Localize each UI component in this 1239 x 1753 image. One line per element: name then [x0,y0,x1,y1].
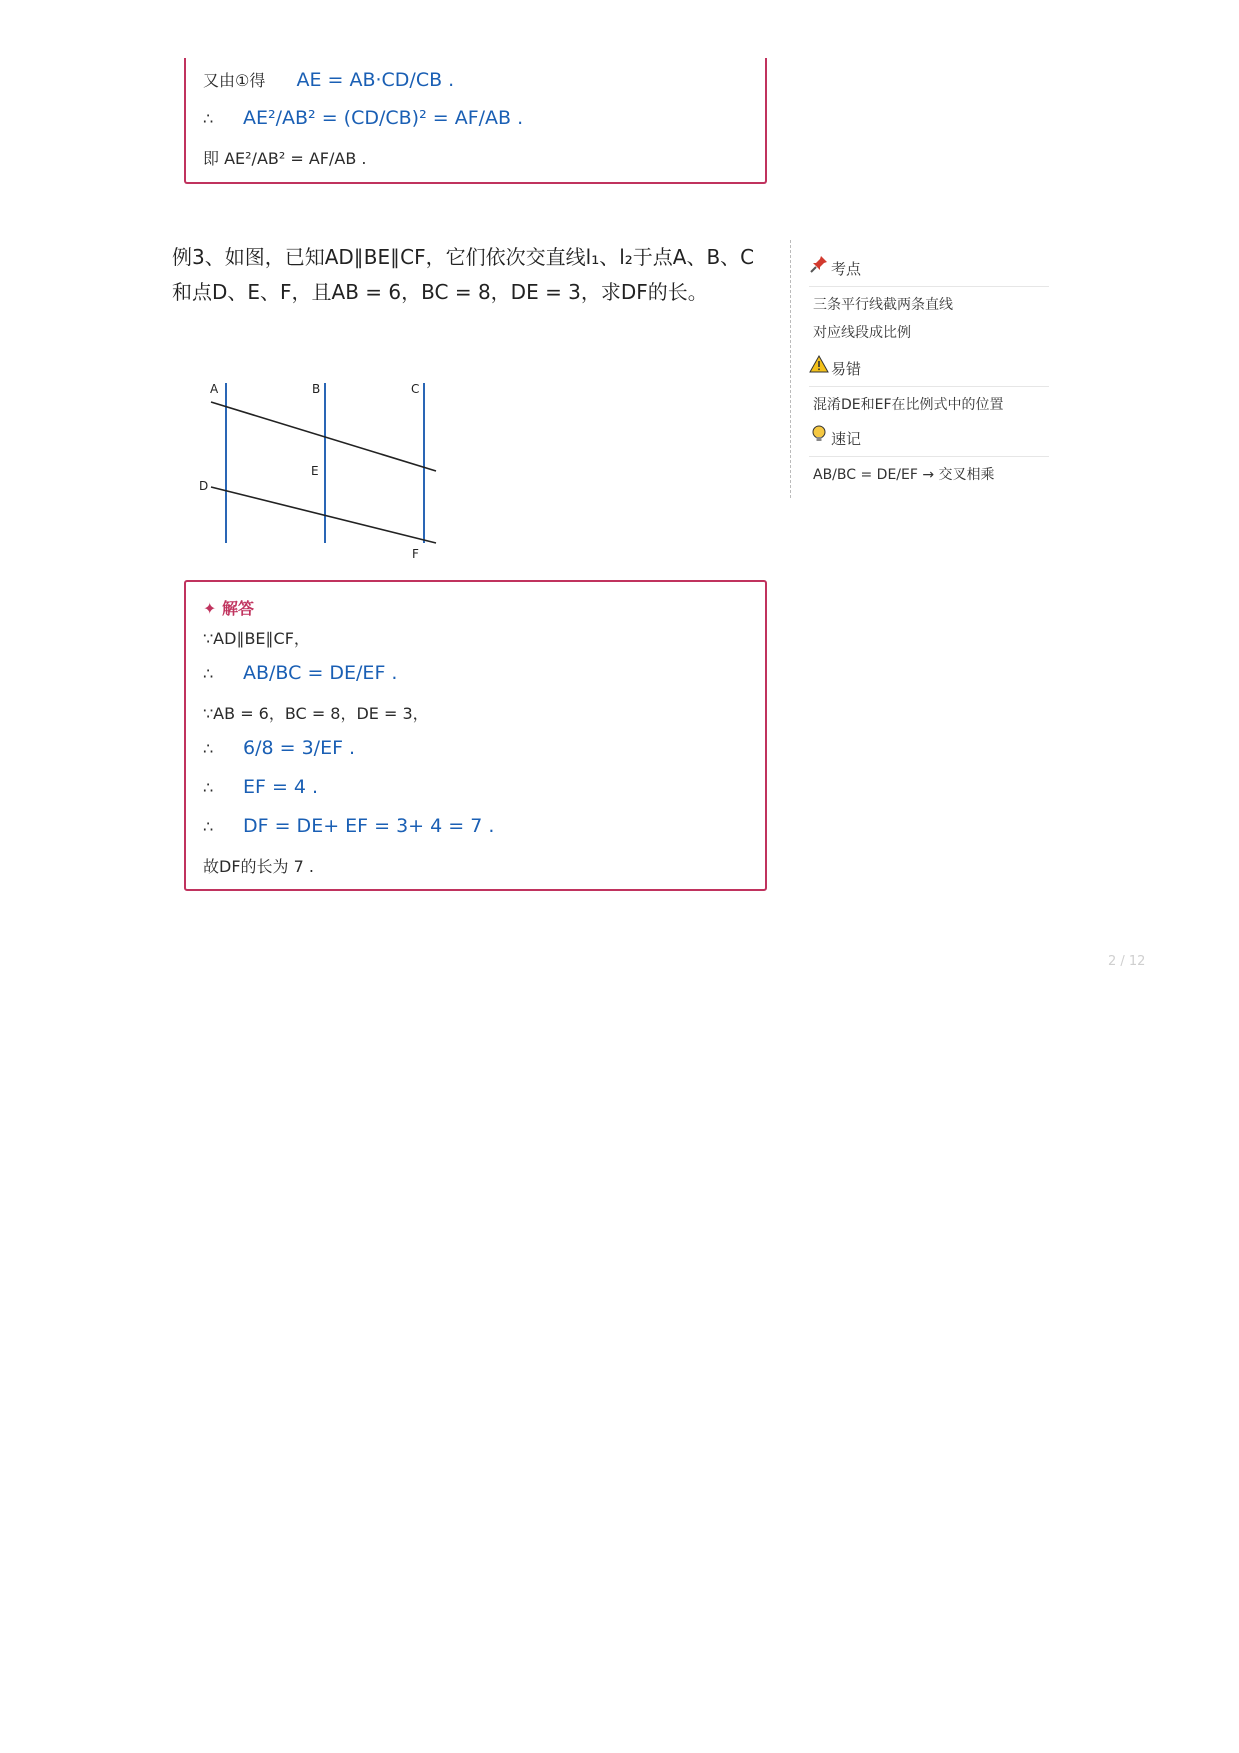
label-d: D [199,479,209,493]
therefore-symbol: ∴ [203,109,214,128]
top-line-1-math: AE = AB·CD/CB . [296,69,455,91]
top-line-1-prefix: 又由①得 [203,71,266,90]
divider [809,286,1049,287]
key-point-title: 考点 [831,260,862,278]
key-point-line-2: 对应线段成比例 [813,325,911,341]
top-line-3: 即 AE²/AB² = AF/AB . [203,149,367,168]
key-point-header [809,254,861,279]
lightbulb-icon [809,424,831,448]
label-a: A [210,382,219,396]
key-point-line-1: 三条平行线截两条直线 [813,297,953,313]
solution-box [184,580,767,891]
solution-line-2-math: AB/BC = DE/EF . [243,662,398,684]
label-b: B [312,382,321,396]
label-c: C [411,382,420,396]
solution-line-4-math: 6/8 = 3/EF . [243,737,356,759]
therefore-symbol: ∴ [203,778,214,797]
problem-statement: 例3、如图，已知AD∥BE∥CF，它们依次交直线l₁、l₂于点A、B、C和点D、E、F，且AB = 6，BC = 8，DE = 3，求DF的长。 [172,245,755,304]
therefore-symbol: ∴ [203,817,214,836]
warning-icon [809,354,831,378]
memo-title: 速记 [831,430,862,448]
parallel-lines-diagram [190,375,450,560]
solution-title: ✦ 解答 [203,599,254,618]
label-e: E [311,464,319,478]
top-line-2 [203,107,523,129]
mistake-text: 混淆DE和EF在比例式中的位置 [813,397,1004,413]
solution-line-5 [203,776,318,798]
therefore-symbol: ∴ [203,664,214,683]
label-f: F [412,547,419,560]
solution-line-1: ∵AD∥BE∥CF， [203,629,310,648]
mistake-title: 易错 [831,360,862,378]
previous-solution-box [184,58,767,184]
solution-line-4 [203,737,355,759]
top-line-1 [203,68,454,91]
line-l1 [211,402,436,471]
solution-conclusion: 故DF的长为 7 . [203,857,314,876]
solution-line-6 [203,815,494,837]
solution-line-6-math: DF = DE+ EF = 3+ 4 = 7 . [243,815,495,837]
therefore-symbol: ∴ [203,739,214,758]
mistake-header [809,354,861,379]
top-line-2-math: AE²/AB² = (CD/CB)² = AF/AB . [243,107,524,129]
line-l2 [211,487,436,543]
memo-text: AB/BC = DE/EF → 交叉相乘 [813,467,995,483]
notes-sidebar [790,240,1051,498]
solution-line-2 [203,662,397,684]
pushpin-icon [809,254,831,278]
divider [809,456,1049,457]
solution-line-5-math: EF = 4 . [243,776,319,798]
page-number: 2 / 12 [1108,954,1146,969]
solution-line-3: ∵AB = 6，BC = 8，DE = 3， [203,704,429,723]
divider [809,386,1049,387]
memo-header [809,424,861,449]
